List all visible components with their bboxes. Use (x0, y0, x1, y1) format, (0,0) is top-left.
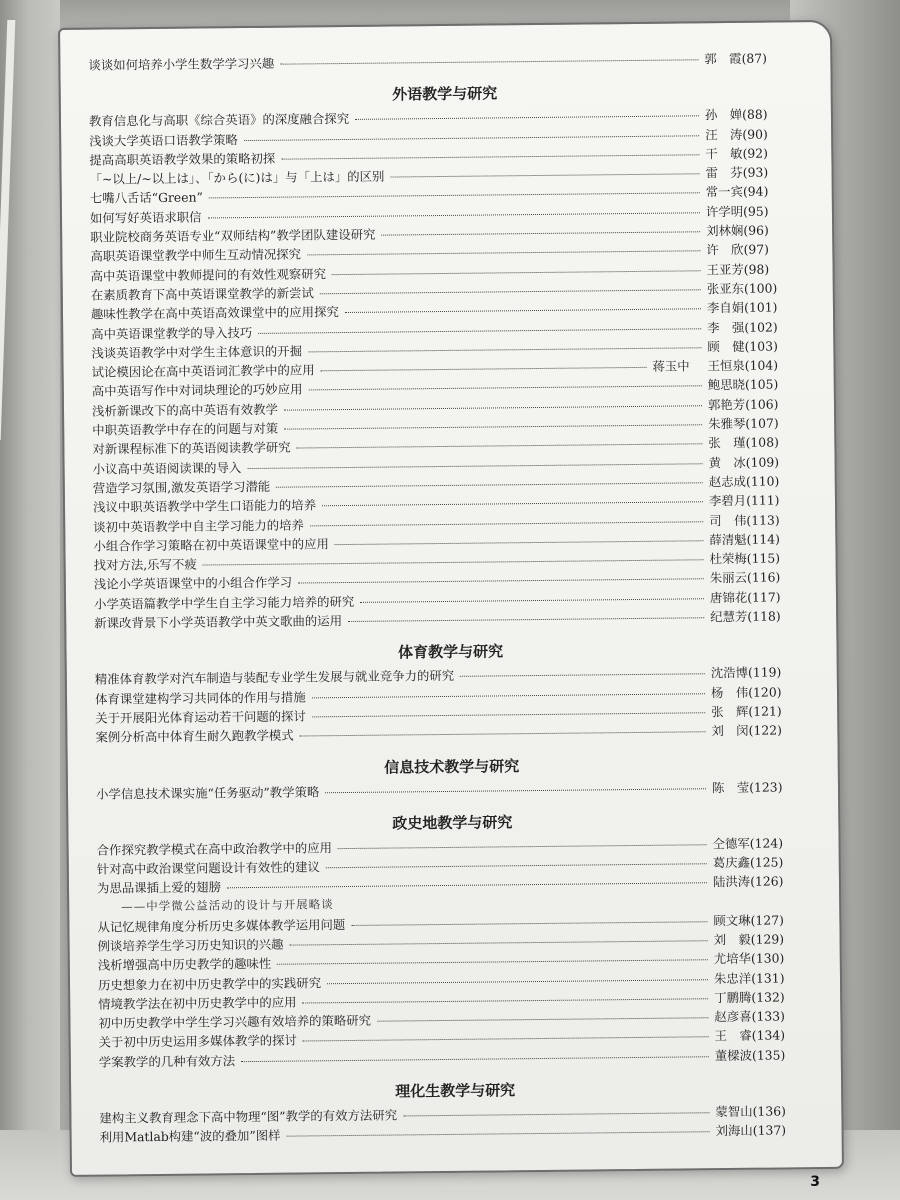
entry-title: 针对高中政治课堂问题设计有效性的建议 (96, 859, 320, 877)
entry-title: 浅析新课改下的高中英语有效教学 (91, 401, 278, 419)
dot-leader (312, 692, 705, 698)
section-heading: 外语教学与研究 (392, 84, 498, 104)
dot-leader (207, 211, 699, 218)
dot-leader (338, 843, 707, 849)
entry-title: 营造学习氛围,激发英语学习潜能 (92, 478, 271, 496)
entry-title: 浅析增强高中历史教学的趣味性 (97, 956, 272, 973)
entry-title: 高中英语写作中对词块理论的巧妙应用 (91, 381, 303, 400)
entry-author-page: 李自娟(101) (706, 299, 778, 316)
dot-leader (345, 308, 701, 314)
dot-leader (297, 443, 703, 449)
entry-author-page: 沈浩博(119) (710, 664, 782, 681)
dot-leader (284, 404, 702, 410)
entry-title: 谈谈如何培养小学生数学学习兴趣 (88, 55, 275, 73)
entry-title: 趣味性教学在高中英语高效课堂中的应用探究 (90, 304, 339, 322)
page-number: 3 (810, 1174, 820, 1190)
entry-author-page: 陈 莹(123) (711, 778, 783, 795)
dot-leader (302, 997, 708, 1003)
toc-section (96, 752, 808, 804)
dot-leader (258, 327, 701, 334)
entry-title: 中职英语教学中存在的问题与对策 (92, 420, 279, 438)
entry-author-page: 纪慧芳(118) (710, 608, 781, 625)
entry-author-page: 郭艳芳(106) (707, 396, 779, 412)
entry-title: 浅论小学英语课堂中的小组合作学习 (93, 575, 293, 593)
dot-leader (460, 673, 705, 678)
dot-leader (381, 230, 700, 235)
entry-author-page: 李 强(102) (707, 319, 778, 335)
entry-author-page: 孙 婵(88) (704, 106, 768, 123)
entry-author-page: 蒙智山(136) (715, 1103, 786, 1120)
dot-leader (308, 385, 701, 391)
entry-title: 提高高职英语教学效果的策略初探 (89, 150, 276, 168)
dot-leader (307, 250, 700, 256)
entry-author-page: 鲍思晓(105) (707, 376, 779, 393)
entry-author-page: 董樑波(135) (714, 1047, 786, 1063)
entry-author-page: 干 敏(92) (705, 145, 769, 162)
toc-entry[interactable] (96, 777, 808, 804)
entry-author-page: 司 伟(113) (709, 512, 780, 528)
dot-leader (209, 192, 700, 199)
entry-title: 例谈培养学生学习历史知识的兴趣 (97, 936, 284, 954)
dot-leader (308, 346, 701, 352)
entry-author-page: 赵彦喜(133) (714, 1008, 785, 1025)
entry-title: 试论模因论在高中英语词汇教学中的应用 (91, 362, 315, 380)
entry-author-page: 尤培华(130) (713, 950, 785, 967)
dot-leader (326, 862, 707, 868)
entry-author-page: 赵志成(110) (708, 473, 780, 490)
entry-title: 小议高中英语阅读课的导入 (92, 459, 242, 477)
dot-leader (322, 501, 703, 507)
entry-author-page: 张 瑾(108) (708, 434, 779, 451)
entry-title: 七嘴八舌话“Green” (89, 189, 203, 207)
entry-author-page: 雷 芬(93) (705, 164, 769, 181)
entry-title: 浅议中职英语教学中学生口语能力的培养 (92, 497, 317, 515)
entry-title: 学案教学的几种有效方法 (98, 1052, 236, 1070)
entry-title: 如何写好英语求职信 (89, 209, 202, 226)
entry-author-page: 刘 闵(122) (711, 722, 782, 739)
entry-author-page: 丁鹏腾(132) (714, 989, 785, 1006)
entry-title: 新课改背景下小学英语教学中英文歌曲的运用 (94, 613, 343, 631)
dot-leader (360, 597, 704, 603)
dot-leader (310, 520, 703, 526)
dot-leader (244, 134, 699, 141)
dot-leader (321, 366, 647, 371)
toc-page (58, 20, 844, 1177)
entry-title: 案例分析高中体育生耐久跑教学模式 (95, 727, 294, 745)
entry-author-page: 葛庆鑫(125) (712, 854, 784, 871)
entry-title: 历史想象力在初中历史教学中的实践研究 (97, 974, 322, 993)
toc-section (99, 1076, 812, 1147)
entry-title: 关于初中历史运用多媒体教学的探讨 (98, 1033, 297, 1051)
entry-title: 精准体育教学对汽车制造与装配专业学生发展与就业竞争力的研究 (94, 668, 455, 687)
entry-title: 浅谈大学英语口语教学策略 (89, 131, 238, 149)
entry-title: 浅谈英语教学中对学生主体意识的开掘 (91, 343, 303, 361)
entry-title: 小组合作学习策略在初中英语课堂中的应用 (93, 536, 329, 554)
entry-title: 合作探究教学模式在高中政治教学中的应用 (96, 839, 333, 858)
entry-author-page: 唐锦花(117) (709, 589, 781, 605)
entry-author-page: 张 辉(121) (711, 703, 782, 720)
toc-content (88, 48, 811, 1147)
entry-author-page: 郭 霞(87) (704, 50, 768, 67)
dot-leader (300, 730, 706, 736)
section-heading: 政史地教学与研究 (392, 813, 513, 833)
entry-author-page: 薛清魁(114) (709, 531, 780, 548)
entry-title: 高中英语课堂中教师提问的有效性观察研究 (90, 265, 327, 284)
entry-author-page: 杜荣梅(115) (709, 550, 781, 567)
dot-leader (312, 711, 705, 717)
section-heading: 体育教学与研究 (397, 642, 504, 662)
entry-coauthor: 蒋玉中 (652, 358, 690, 374)
dot-leader (377, 1016, 708, 1021)
entry-title: 找对方法,乐写不疲 (93, 556, 197, 573)
toc-section (96, 808, 811, 1072)
entry-author-page: 黄 冰(109) (708, 454, 780, 470)
entry-author-page: 朱雅琴(107) (708, 415, 779, 432)
entry-author-page: 王恒泉(104) (707, 357, 779, 374)
toc-sections (89, 80, 812, 1148)
background-left (0, 0, 60, 1200)
entry-title: 从记忆规律角度分析历史多媒体教学运用问题 (97, 916, 346, 935)
dot-leader (327, 978, 708, 984)
entry-title: 谈初中英语教学中自主学习能力的培养 (93, 516, 304, 535)
entry-author-page: 顾 健(103) (707, 338, 778, 355)
entry-title: 初中历史教学中学生学习兴趣有效培养的策略研究 (98, 1012, 372, 1031)
entry-author-page: 陆洪涛(126) (712, 873, 784, 890)
dot-leader (284, 423, 702, 429)
entry-title: 为思品课插上爱的翅膀 (96, 879, 221, 897)
dot-leader (276, 481, 703, 487)
dot-leader (227, 882, 707, 889)
entry-author-page: 许 欣(97) (706, 241, 770, 258)
entry-author-page: 仝德军(124) (712, 835, 784, 851)
dot-leader (289, 939, 707, 945)
dot-leader (287, 1131, 710, 1137)
toc-entry[interactable] (88, 48, 800, 75)
dot-leader (332, 269, 701, 275)
entry-title: 体育课堂建构学习共同体的作用与措施 (94, 689, 306, 707)
entry-subtitle: ——中学微公益活动的设计与开展略谈 (121, 896, 334, 914)
dot-leader (325, 787, 706, 793)
dot-leader (247, 462, 702, 469)
entry-author-page: 李碧月(111) (708, 492, 780, 509)
entry-author-page: 刘林娴(96) (706, 222, 769, 239)
entry-author-page: 杨 伟(120) (710, 684, 782, 700)
entry-author-page: 汪 涛(90) (705, 126, 768, 142)
entry-author-page: 常一宾(94) (705, 184, 769, 200)
entry-title: 职业院校商务英语专业“双师结构”教学团队建设研究 (90, 226, 376, 245)
dot-leader (241, 1055, 709, 1062)
entry-author-page: 刘 毅(129) (713, 931, 785, 948)
toc-section (94, 638, 807, 748)
entry-title: 高中英语课堂教学的导入技巧 (91, 324, 253, 342)
entry-title: 小学英语篇教学中学生自主学习能力培养的研究 (93, 593, 355, 612)
dot-leader (355, 115, 699, 121)
entry-title: 小学信息技术课实施“任务驱动”教学策略 (95, 783, 320, 802)
entry-title: 情境教学法在初中历史教学中的应用 (98, 994, 297, 1012)
dot-leader (348, 616, 704, 622)
entry-author-page: 朱丽云(116) (709, 569, 781, 586)
dot-leader (351, 920, 707, 926)
dot-leader (335, 539, 704, 545)
dot-leader (281, 153, 699, 159)
dot-leader (320, 288, 701, 294)
entry-title: 高职英语课堂教学中师生互动情况探究 (90, 246, 302, 265)
entry-title: 「~以上/~以上は」、「から(に)は」与「上は」的区别 (89, 168, 385, 187)
entry-author-page: 刘海山(137) (715, 1122, 787, 1139)
entry-title: 关于开展阳光体育运动若干问题的探讨 (95, 708, 306, 726)
dot-leader (298, 578, 704, 584)
dot-leader (303, 1036, 709, 1042)
entry-title: 利用Matlab构建“波的叠加”图样 (99, 1128, 281, 1145)
dot-leader (277, 959, 708, 966)
entry-author-page: 许学明(95) (705, 203, 769, 220)
entry-title: 建构主义教育理念下高中物理“图”教学的有效方法研究 (99, 1107, 398, 1126)
section-heading: 理化生教学与研究 (395, 1081, 516, 1101)
section-heading: 信息技术教学与研究 (384, 756, 520, 777)
dot-leader (280, 58, 698, 64)
entry-author-page: 张亚东(100) (706, 280, 778, 297)
entry-title: 教育信息化与高职《综合英语》的深度融合探究 (88, 111, 350, 129)
dot-leader (390, 172, 699, 177)
entry-author-page: 朱忠洋(131) (713, 970, 785, 986)
entry-title: 在素质教育下高中英语课堂教学的新尝试 (90, 285, 314, 303)
entry-author-page: 顾文琳(127) (713, 912, 784, 928)
entry-author-page: 王亚芳(98) (706, 261, 770, 277)
dot-leader (203, 558, 704, 565)
dot-leader (403, 1111, 709, 1116)
toc-section (89, 80, 807, 633)
entry-title: 对新课程标准下的英语阅读教学研究 (92, 439, 291, 458)
entry-author-page: 王 睿(134) (714, 1027, 786, 1044)
